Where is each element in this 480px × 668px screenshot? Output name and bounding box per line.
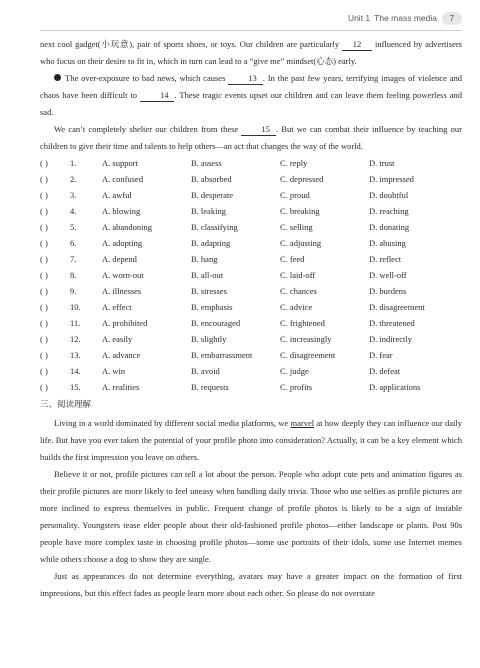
- question-number: 3.: [70, 190, 77, 200]
- answer-blank-13: 13: [228, 73, 263, 85]
- option-b: B. hang: [191, 254, 218, 264]
- option-a: A. illnesses: [102, 286, 142, 296]
- option-d: D. doubtful: [369, 190, 409, 200]
- question-row: [40, 267, 462, 283]
- option-d: D. reaching: [369, 206, 409, 216]
- question-number: 2.: [70, 174, 77, 184]
- answer-paren[interactable]: ( ): [40, 382, 48, 392]
- option-b: B. all-out: [191, 270, 224, 280]
- question-row: [40, 315, 462, 331]
- option-a: A. adopting: [102, 238, 143, 248]
- question-number: 9.: [70, 286, 77, 296]
- option-d: D. threatened: [369, 318, 415, 328]
- answer-paren[interactable]: ( ): [40, 286, 48, 296]
- option-d: D. reflect: [369, 254, 402, 264]
- option-a: A. win: [102, 366, 126, 376]
- option-b: B. desperate: [191, 190, 234, 200]
- question-row: [40, 187, 462, 203]
- option-b: B. adapting: [191, 238, 231, 248]
- option-b: B. requests: [191, 382, 229, 392]
- answer-paren[interactable]: ( ): [40, 222, 48, 232]
- answer-paren[interactable]: ( ): [40, 318, 48, 328]
- option-c: C. proud: [280, 190, 310, 200]
- answer-paren[interactable]: ( ): [40, 350, 48, 360]
- answer-paren[interactable]: ( ): [40, 238, 48, 248]
- option-d: D. impressed: [369, 174, 414, 184]
- option-a: A. abandoning: [102, 222, 153, 232]
- answer-paren[interactable]: ( ): [40, 366, 48, 376]
- passage-paragraph-2: The over-exposure to bad news, which causes 13 . In the past few years, terrifying images of violence and chaos have been difficult to 14 . These tragic events upset our children and can leave them feeling powerless and sad.: [40, 73, 462, 117]
- option-c: C. increasingly: [280, 334, 332, 344]
- option-a: A. effect: [102, 302, 132, 312]
- question-number: 14.: [70, 366, 81, 376]
- option-c: C. profits: [280, 382, 313, 392]
- option-c: C. advice: [280, 302, 313, 312]
- question-row: [40, 251, 462, 267]
- option-b: B. avoid: [191, 366, 220, 376]
- answer-blank-15: 15: [241, 124, 276, 136]
- option-d: D. disagreement: [369, 302, 425, 312]
- section-title: 三、阅读理解: [40, 400, 92, 410]
- option-b: B. encouraged: [191, 318, 241, 328]
- passage-paragraph-3: We can’t completely shelter our children from these 15 . But we can combat their influence by teaching our children to give their time and talents to help others—an act that changes the way of the world.: [40, 124, 462, 151]
- option-a: A. awful: [102, 190, 132, 200]
- option-d: D. trust: [369, 158, 395, 168]
- question-number: 6.: [70, 238, 77, 248]
- bullet-icon: [54, 74, 61, 81]
- answer-paren[interactable]: ( ): [40, 206, 48, 216]
- answer-blank-12: 12: [342, 39, 372, 51]
- question-number: 8.: [70, 270, 77, 280]
- question-list: [40, 155, 462, 395]
- question-row: [40, 299, 462, 315]
- option-b: B. classifying: [191, 222, 238, 232]
- question-number: 13.: [70, 350, 81, 360]
- option-c: C. depressed: [280, 174, 324, 184]
- question-number: 12.: [70, 334, 81, 344]
- option-b: B. absorbed: [191, 174, 232, 184]
- option-d: D. defeat: [369, 366, 401, 376]
- question-row: [40, 379, 462, 395]
- option-b: B. emphasis: [191, 302, 233, 312]
- unit-label: Unit 1: [347, 13, 371, 23]
- question-row: [40, 331, 462, 347]
- option-a: A. advance: [102, 350, 141, 360]
- answer-paren[interactable]: ( ): [40, 254, 48, 264]
- reading-paragraph-2: Believe it or not, profile pictures can tell a lot about the person. People who adopt cute pets and animation figures as their profile pictures are more likely to feel uneasy when handling daily trivia. Those who use selfies as profile pictures are more inclined to express themselves in public. Frequent change of profile photos is likely to be a sign of instable personality. Youngsters tease elder people about their old-fashioned profile photos—either landscape or plants. Post 90s people have more complex taste in choosing profile photos—some use portraits of their idols, some use Internet memes while others choose a dog to show they are single.: [40, 469, 462, 564]
- option-c: C. breaking: [280, 206, 320, 216]
- question-row: [40, 235, 462, 251]
- option-b: B. assess: [191, 158, 222, 168]
- page-number-badge: 7: [442, 12, 462, 25]
- option-d: D. burdens: [369, 286, 407, 296]
- answer-paren[interactable]: ( ): [40, 334, 48, 344]
- option-c: C. reply: [280, 158, 308, 168]
- page-header: [348, 11, 462, 25]
- option-a: A. depend: [102, 254, 137, 264]
- question-number: 4.: [70, 206, 77, 216]
- question-row: [40, 347, 462, 363]
- option-b: B. embarrassment: [191, 350, 253, 360]
- question-row: [40, 219, 462, 235]
- question-number: 1.: [70, 158, 77, 168]
- option-c: C. adjusting: [280, 238, 322, 248]
- answer-paren[interactable]: ( ): [40, 302, 48, 312]
- passage-paragraph-1: next cool gadget(小玩意), pair of sports shoes, or toys. Our children are particularly 12 influenced by advertisers who focus on their desire to fit in, which in turn can lead to a “give me” mindset(心态) early.: [40, 39, 462, 66]
- option-a: A. realities: [102, 382, 140, 392]
- question-number: 15.: [70, 382, 81, 392]
- option-b: B. slightly: [191, 334, 227, 344]
- underlined-word: marvel: [290, 418, 315, 428]
- answer-paren[interactable]: ( ): [40, 158, 48, 168]
- answer-blank-14: 14: [140, 90, 175, 102]
- answer-paren[interactable]: ( ): [40, 174, 48, 184]
- reading-paragraph-1: Living in a world dominated by different social media platforms, we marvel at how deeply they can influence our daily life. But have you ever taken the potential of your profile photo into consideration? Actually, it can be a key element which builds the first impression you leave on others.: [40, 418, 463, 462]
- option-a: A. prohibited: [102, 318, 148, 328]
- question-number: 10.: [70, 302, 81, 312]
- option-c: C. judge: [280, 366, 309, 376]
- option-a: A. worn-out: [102, 270, 144, 280]
- answer-paren[interactable]: ( ): [40, 190, 48, 200]
- question-number: 5.: [70, 222, 77, 232]
- page-content: [40, 36, 462, 602]
- option-d: D. indirectly: [369, 334, 412, 344]
- answer-paren[interactable]: ( ): [40, 270, 48, 280]
- question-row: [40, 283, 462, 299]
- option-c: C. frightened: [280, 318, 325, 328]
- question-row: [40, 203, 462, 219]
- question-number: 11.: [70, 318, 81, 328]
- option-a: A. support: [102, 158, 138, 168]
- option-c: C. chances: [280, 286, 317, 296]
- option-b: B. stresses: [191, 286, 227, 296]
- option-d: D. applications: [369, 382, 421, 392]
- option-a: A. confused: [102, 174, 144, 184]
- header-rule: [40, 30, 462, 31]
- question-number: 7.: [70, 254, 77, 264]
- reading-paragraph-3: Just as appearances do not determine everything, avatars may have a greater impact on the formation of first impressions, but this effect fades as people learn more about each other. So please do not overstate: [40, 571, 462, 598]
- question-row: [40, 363, 462, 379]
- option-a: A. blowing: [102, 206, 141, 216]
- question-row: [40, 155, 462, 171]
- option-c: C. feed: [280, 254, 305, 264]
- option-c: C. disagreement: [280, 350, 336, 360]
- unit-title: The mass media: [374, 13, 437, 23]
- option-c: C. selling: [280, 222, 313, 232]
- option-c: C. laid-off: [280, 270, 316, 280]
- option-d: D. fear: [369, 350, 393, 360]
- option-d: D. well-off: [369, 270, 407, 280]
- option-d: D. abusing: [369, 238, 406, 248]
- option-d: D. donating: [369, 222, 410, 232]
- option-b: B. leaking: [191, 206, 226, 216]
- option-a: A. easily: [102, 334, 133, 344]
- question-row: [40, 171, 462, 187]
